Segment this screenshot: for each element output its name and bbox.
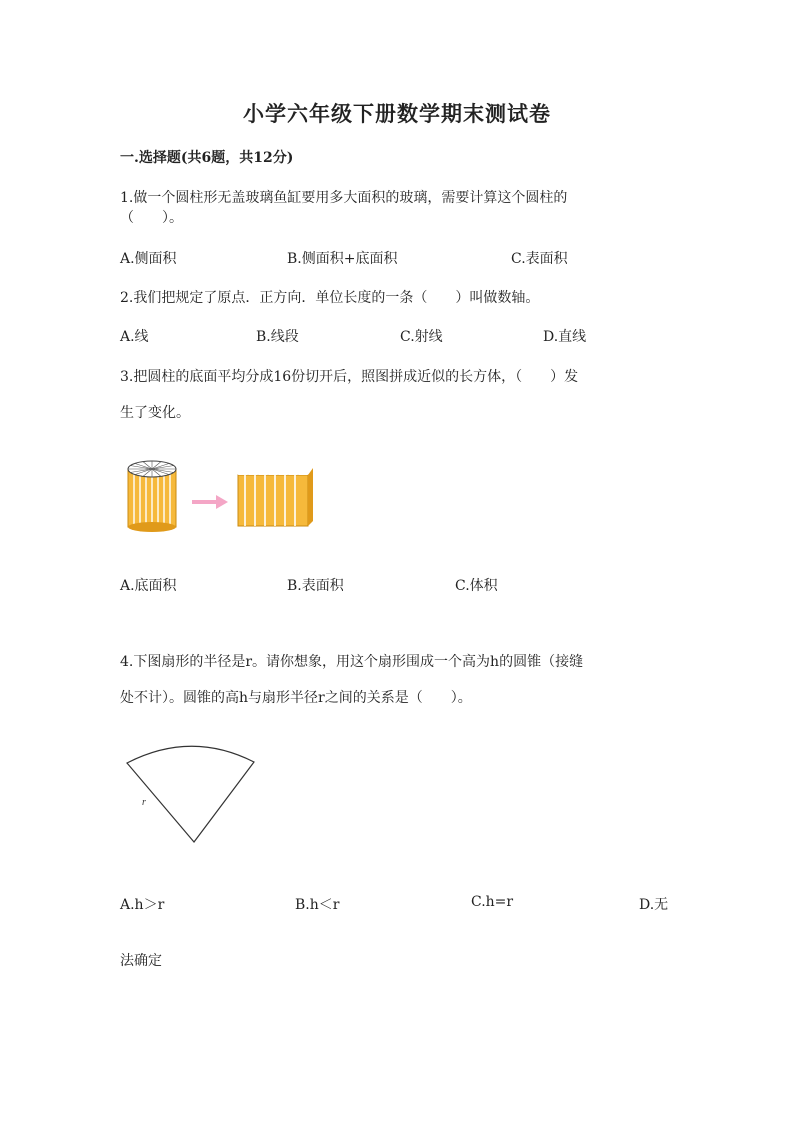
q4-text-line1: 4.下图扇形的半径是r。请你想象，用这个扇形围成一个高为h的圆锥（接缝: [120, 654, 584, 670]
sector-figure: [120, 740, 260, 845]
radius-label: r: [142, 797, 146, 808]
cylinder-illustration: [128, 461, 176, 532]
q2-option-c[interactable]: C.射线: [400, 329, 443, 345]
cylinder-to-cuboid-figure: [124, 455, 324, 535]
q4-option-d[interactable]: D.无: [639, 897, 669, 913]
q1-option-a[interactable]: A.侧面积: [120, 251, 177, 267]
q2-option-b[interactable]: B.线段: [256, 329, 299, 345]
q4-option-b[interactable]: B.h＜r: [295, 897, 340, 913]
q1-option-c[interactable]: C.表面积: [511, 251, 568, 267]
page-title: 小学六年级下册数学期末测试卷: [243, 101, 551, 126]
cuboid-illustration: [238, 468, 313, 526]
q3-option-c[interactable]: C.体积: [455, 578, 498, 594]
q3-option-a[interactable]: A.底面积: [120, 578, 177, 594]
q4-option-c[interactable]: C.h=r: [471, 894, 514, 910]
q1-text-line2: （ ）。: [120, 210, 183, 226]
section-heading: 一.选择题(共6题，共12分): [120, 150, 294, 166]
q2-option-d[interactable]: D.直线: [543, 329, 587, 345]
q3-text-line2: 生了变化。: [120, 405, 190, 421]
q4-option-d-wrap: 法确定: [120, 953, 162, 969]
q1-text-line1: 1.做一个圆柱形无盖玻璃鱼缸要用多大面积的玻璃，需要计算这个圆柱的: [120, 190, 568, 206]
sector-shape: [127, 746, 254, 842]
q2-option-a[interactable]: A.线: [120, 329, 149, 345]
q4-text-line2: 处不计）。圆锥的高h与扇形半径r之间的关系是（ ）。: [120, 690, 472, 706]
q2-text-line1: 2.我们把规定了原点．正方向．单位长度的一条（ ）叫做数轴。: [120, 290, 540, 306]
q3-text-line1: 3.把圆柱的底面平均分成16份切开后，照图拼成近似的长方体，（ ）发: [120, 369, 579, 385]
q4-option-a[interactable]: A.h＞r: [120, 897, 165, 913]
q3-option-b[interactable]: B.表面积: [287, 578, 344, 594]
transform-arrow: [192, 495, 228, 509]
q1-option-b[interactable]: B.侧面积+底面积: [287, 251, 398, 267]
